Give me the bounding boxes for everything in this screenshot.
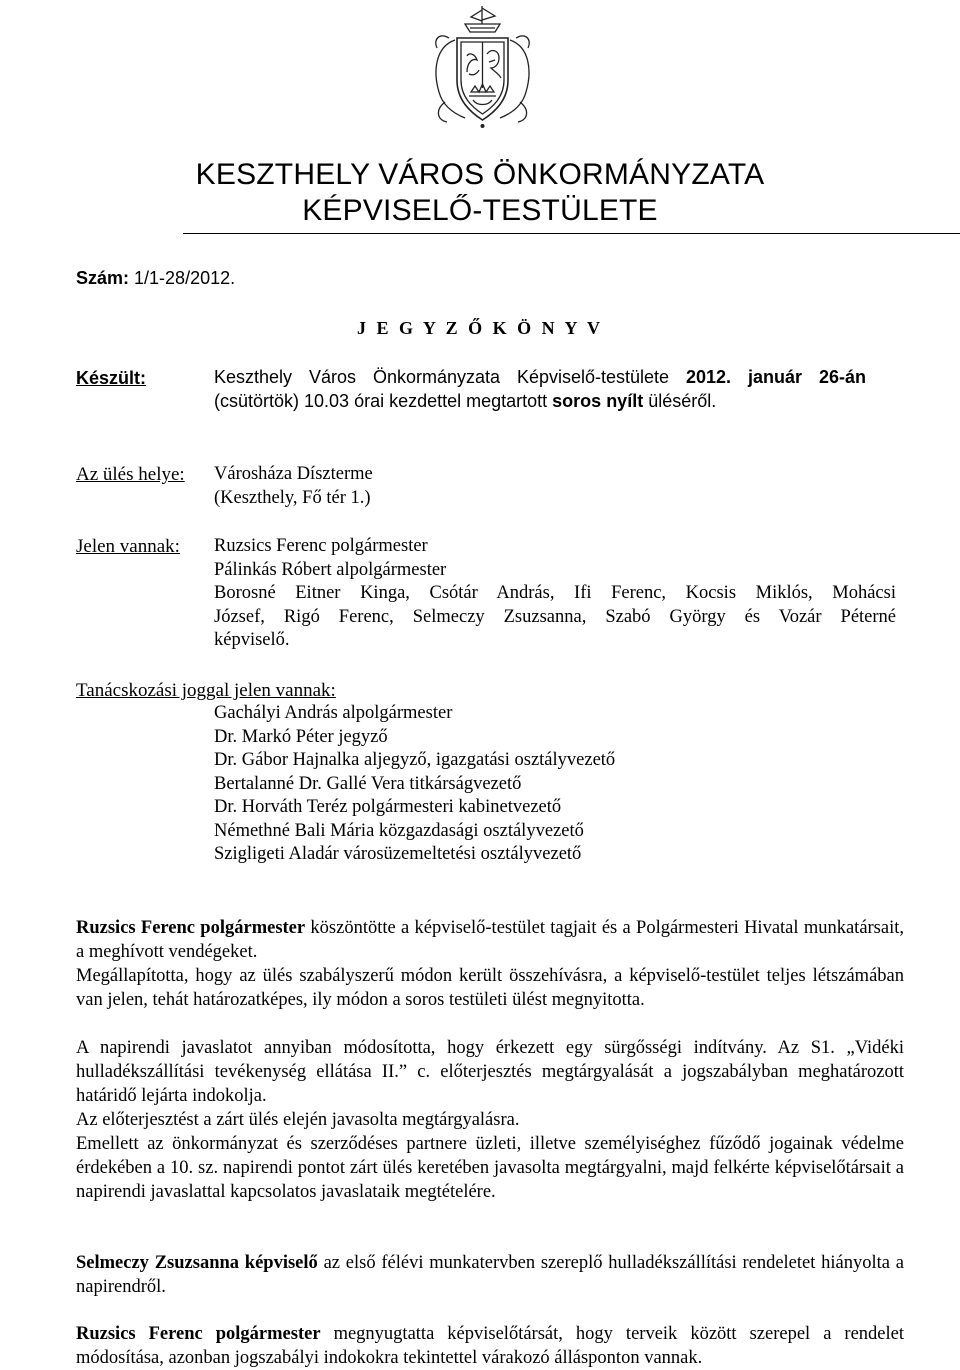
- paragraph-reply: [76, 1322, 904, 1370]
- location-text: [214, 463, 373, 510]
- document-number: [76, 268, 235, 289]
- made-session: soros nyílt: [552, 390, 644, 411]
- present-list: [214, 535, 896, 653]
- advisory-line: Gachályi András alpolgármester: [214, 703, 453, 723]
- document-number-value: 1/1-28/2012.: [134, 268, 236, 288]
- speaker-name: Ruzsics Ferenc polgármester: [76, 918, 306, 938]
- advisory-line: Dr. Gábor Hajnalka aljegyző, igazgatási osztályvezető: [214, 750, 616, 770]
- paragraph-text: megnyugtatta képviselőtársát, hogy terveik között szerepel a rendelet módosítása, azonban jogszabályi indokokra tekintettel várakozó állásponton vannak.: [76, 1324, 905, 1368]
- present-members-line1: Borosné Eitner Kinga, Csótár András, Ifi Ferenc, Kocsis Miklós, Mohácsi: [214, 583, 896, 603]
- advisory-label: Tanácskozási joggal jelen vannak:: [76, 680, 336, 701]
- location-line2: (Keszthely, Fő tér 1.): [214, 487, 371, 508]
- paragraph-agenda: [76, 1036, 904, 1204]
- advisory-line: Bertalanné Dr. Gallé Vera titkárságvezető: [214, 773, 522, 794]
- speaker-name: Ruzsics Ferenc polgármester: [76, 1324, 321, 1344]
- paragraph-text: az első félévi munkatervben szereplő hulladékszállítási rendeletet hiányolta a napirendről.: [76, 1253, 904, 1297]
- location-label: Az ülés helye:: [76, 464, 185, 485]
- advisory-line: Dr. Markó Péter jegyző: [214, 726, 388, 747]
- advisory-line: Némethné Bali Mária közgazdasági osztályvezető: [214, 820, 584, 841]
- present-line-deputy: Pálinkás Róbert alpolgármester: [214, 559, 447, 580]
- paragraph-greeting: [76, 916, 904, 1012]
- paragraph-text: köszöntötte a képviselő-testület tagjait és a Polgármesteri Hivatal munkatársait, a meghívott vendégeket.: [76, 918, 905, 962]
- paragraph-selmeczy: [76, 1251, 904, 1299]
- made-label: Készült:: [76, 368, 147, 388]
- paragraph-closed-session: Az előterjesztést a zárt ülés elején javasolta megtárgyalásra.: [76, 1110, 520, 1130]
- present-members-line3: képviselő.: [214, 630, 290, 650]
- location-line1: Városháza Díszterme: [214, 464, 373, 484]
- org-title-line2: KÉPVISELŐ-TESTÜLETE: [302, 194, 658, 227]
- present-line-mayor: Ruzsics Ferenc polgármester: [214, 536, 428, 556]
- present-members-line2: József, Rigó Ferenc, Selmeczy Zsuzsanna, Szabó György és Vozár Péterné: [214, 606, 896, 627]
- made-text-b: (csütörtök) 10.03 órai kezdettel megtartott: [214, 390, 553, 411]
- made-date: 2012. január 26-án: [686, 367, 866, 387]
- paragraph-agenda-10: Emellett az önkormányzat és szerződéses partnere üzleti, illetve személyiséghez fűződő jogainak védelme érdekében a 10. sz. napirendi pontot zárt ülés keretében javasolta megtárgyalni, majd felkérte képviselőtársait a napirendi javaslattal kapcsolatos javaslataik megtételére.: [76, 1134, 904, 1202]
- org-title-line1: KESZTHELY VÁROS ÖNKORMÁNYZATA: [195, 158, 765, 191]
- paragraph-quorum: Megállapította, hogy az ülés szabályszerű módon került összehívásra, a képviselő-testület teljes létszámában van jelen, tehát határozatképes, ily módon a soros testületi ülést megnyitotta.: [76, 966, 904, 1010]
- header-divider: [183, 233, 960, 234]
- city-coat-of-arms-icon: [425, 2, 540, 132]
- advisory-list: [214, 702, 615, 867]
- present-label: Jelen vannak:: [76, 536, 180, 557]
- advisory-line: Dr. Horváth Teréz polgármesteri kabinetvezető: [214, 797, 562, 817]
- document-number-label: Szám:: [76, 268, 130, 288]
- made-text-a: Keszthely Város Önkormányzata Képviselő-testülete: [214, 367, 686, 387]
- paragraph-agenda-change: A napirendi javaslatot annyiban módosította, hogy érkezett egy sürgősségi indítvány. Az S1. „Vidéki hulladékszállítási tevékenység ellátása II.” c. előterjesztés megtárgyalását a jogszabályban meghatározott határidő lejárta indokolja.: [76, 1038, 904, 1106]
- speaker-name: Selmeczy Zsuzsanna képviselő: [76, 1253, 318, 1273]
- made-text: [214, 366, 866, 413]
- document-title: J E G Y Z Ő K Ö N Y V: [356, 318, 603, 338]
- advisory-line: Szigligeti Aladár városüzemeltetési osztályvezető: [214, 844, 582, 864]
- made-text-c: üléséről.: [643, 390, 717, 411]
